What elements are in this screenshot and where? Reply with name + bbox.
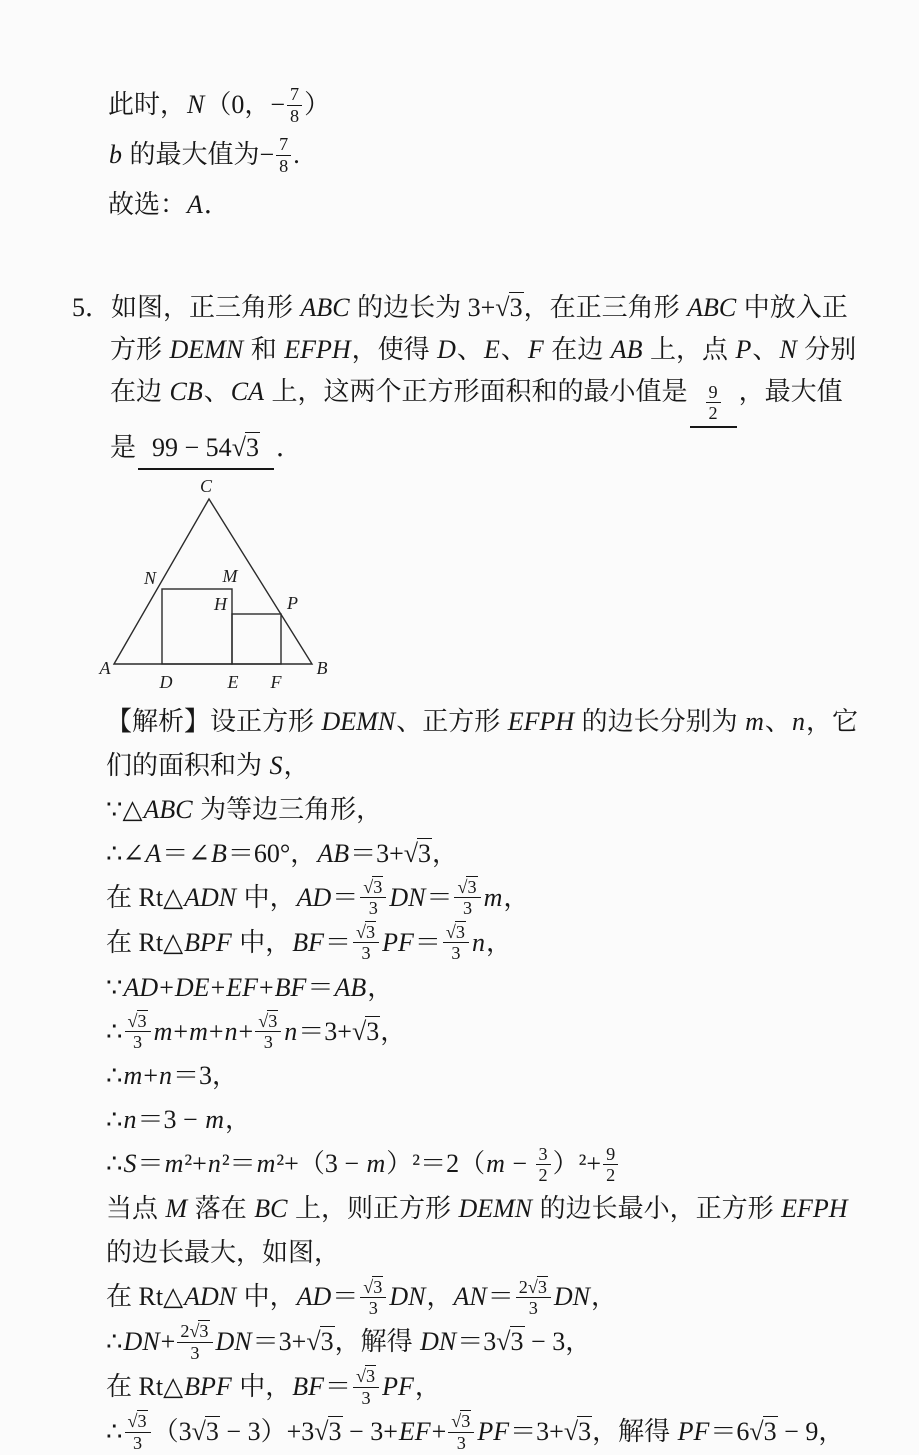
sqrt-radical: √3: [527, 1276, 547, 1297]
sqrt-radical: √3: [563, 1417, 592, 1447]
vertex-label-c: C: [199, 475, 213, 496]
problem-5-statement: [72, 288, 891, 470]
sqrt-radical: √3: [356, 921, 376, 942]
fraction: $\frac{√3}{3}$: [360, 877, 386, 919]
fraction: $\frac{√3}{3}$: [448, 1411, 474, 1453]
fraction: $\frac{7}{8}$: [276, 134, 291, 176]
text-line: ∵△ABC 为等边三角形，: [106, 794, 383, 824]
text-line: 们的面积和为 S，: [106, 750, 310, 780]
text-line: b 的最大值为− $\frac{7}{8}$ .: [109, 134, 300, 176]
vertex-label-a: A: [99, 657, 111, 678]
answer-blank: [690, 384, 737, 428]
sqrt-radical: √3: [127, 1411, 147, 1432]
sqrt-radical: √3: [403, 838, 432, 868]
vertex-label-n: N: [143, 567, 156, 588]
fraction: $\frac{√3}{3}$: [454, 877, 480, 919]
fraction: $\frac{√3}{3}$: [125, 1011, 151, 1053]
conclusion-block: [108, 80, 891, 230]
fraction: $\frac{√3}{3}$: [353, 922, 379, 964]
text-line: 5．如图，正三角形 ABC 的边长为 3+√3，在正三角形 ABC 中放入正: [72, 293, 848, 322]
text-line: ∴S＝m²+n²＝m²+（3 − m）²＝2（m − $\frac{3}{2}$ ）²+ $\frac{9}{2}$: [106, 1142, 891, 1187]
geometry-figure: [94, 476, 346, 696]
fraction: $\frac{9}{2}$: [706, 382, 721, 424]
vertex-label-f: F: [270, 671, 282, 692]
analysis-block: [106, 700, 891, 1455]
sqrt-radical: √3: [457, 876, 477, 897]
sqrt-radical: √3: [306, 1327, 334, 1357]
vertex-label-e: E: [227, 671, 239, 692]
sqrt-radical: √3: [191, 1417, 219, 1447]
fraction: $\frac{2√3}{3}$: [516, 1277, 551, 1319]
fraction: $\frac{√3}{3}$: [443, 922, 469, 964]
text-line: 在 Rt△BPF 中，BF＝ $\frac{√3}{3}$ PF＝ $\frac{√3}{3}$ n，: [106, 921, 512, 964]
text-line: ∴ $\frac{√3}{3}$ （3√3 − 3）+3√3 − 3+EF+ $\frac{√3}{3}$ PF＝3+√3，解得 PF＝6√3 − 9，: [106, 1411, 845, 1453]
vertex-label-h: H: [214, 593, 227, 614]
sqrt-radical: √3: [445, 921, 465, 942]
text-line: 【解析】设正方形 DEMN、正方形 EFPH 的边长分别为 m、n，它: [106, 706, 858, 736]
square-efph: [232, 614, 281, 664]
text-line: 的边长最大，如图，: [106, 1238, 341, 1268]
sqrt-radical: √3: [351, 1016, 380, 1046]
sqrt-radical: √3: [314, 1417, 342, 1447]
fraction: $\frac{√3}{3}$: [353, 1366, 379, 1408]
sqrt-radical: √3: [363, 1276, 383, 1297]
sqrt-radical: √3: [356, 1366, 376, 1387]
text-line: 是99 − 54 √3 ．: [110, 428, 891, 470]
text-line: 此时，N（0，− $\frac{7}{8}$ ）: [108, 84, 331, 126]
sqrt-radical: √3: [189, 1321, 209, 1342]
sqrt-radical: √3: [231, 432, 259, 462]
fraction: $\frac{7}{8}$: [287, 84, 302, 126]
text-line: 故选：A．: [108, 190, 230, 219]
text-line: ∴ $\frac{√3}{3}$ m+m+n+ $\frac{√3}{3}$ n＝3+√3，: [106, 1010, 407, 1053]
figure-container: [94, 476, 891, 696]
text-line: 方形 DEMN 和 EFPH，使得 D、E、F 在边 AB 上，点 P、N 分别: [110, 335, 857, 364]
text-line: 在边 CB、CA 上，这两个正方形面积和的最小值是 $\frac{9}{2}$ ，最大值: [110, 372, 891, 428]
sqrt-radical: √3: [363, 876, 383, 897]
fraction: $\frac{√3}{3}$: [125, 1411, 151, 1453]
text-line: ∴DN+ $\frac{2√3}{3}$ DN＝3+√3，解得 DN＝3√3 − 3，: [106, 1321, 592, 1363]
fraction: $\frac{9}{2}$: [603, 1144, 618, 1186]
vertex-label-m: M: [222, 565, 238, 586]
fraction: $\frac{√3}{3}$: [255, 1011, 281, 1053]
text-line: 在 Rt△BPF 中，BF＝ $\frac{√3}{3}$ PF，: [106, 1366, 441, 1408]
sqrt-radical: √3: [258, 1010, 278, 1031]
sqrt-radical: √3: [451, 1411, 471, 1432]
sqrt-radical: √3: [127, 1010, 147, 1031]
vertex-label-b: B: [316, 657, 328, 678]
sqrt-radical: √3: [749, 1417, 777, 1447]
text-line: ∴n＝3 − m，: [106, 1105, 252, 1135]
text-line: ∴∠A＝∠B＝60°，AB＝3+√3，: [106, 838, 459, 868]
text-line: ∵AD+DE+EF+BF＝AB，: [106, 972, 394, 1002]
vertex-label-p: P: [287, 592, 298, 613]
fraction: $\frac{3}{2}$: [536, 1144, 551, 1186]
text-line: 当点 M 落在 BC 上，则正方形 DEMN 的边长最小，正方形 EFPH: [106, 1194, 848, 1224]
sqrt-radical: √3: [496, 1327, 524, 1357]
vertex-label-d: D: [159, 671, 173, 692]
text-line: 在 Rt△ADN 中，AD＝ $\frac{√3}{3}$ DN，AN＝ $\frac{2√3}{3}$ DN，: [106, 1276, 618, 1318]
answer-blank: 99 − 54 √3: [138, 428, 274, 470]
sqrt-radical: √3: [495, 293, 523, 322]
text-line: 在 Rt△ADN 中，AD＝ $\frac{√3}{3}$ DN＝ $\frac{√3}{3}$ m，: [106, 876, 530, 919]
text-line: ∴m+n＝3，: [106, 1061, 239, 1091]
fraction: $\frac{2√3}{3}$: [177, 1321, 212, 1363]
fraction: $\frac{√3}{3}$: [360, 1277, 386, 1319]
